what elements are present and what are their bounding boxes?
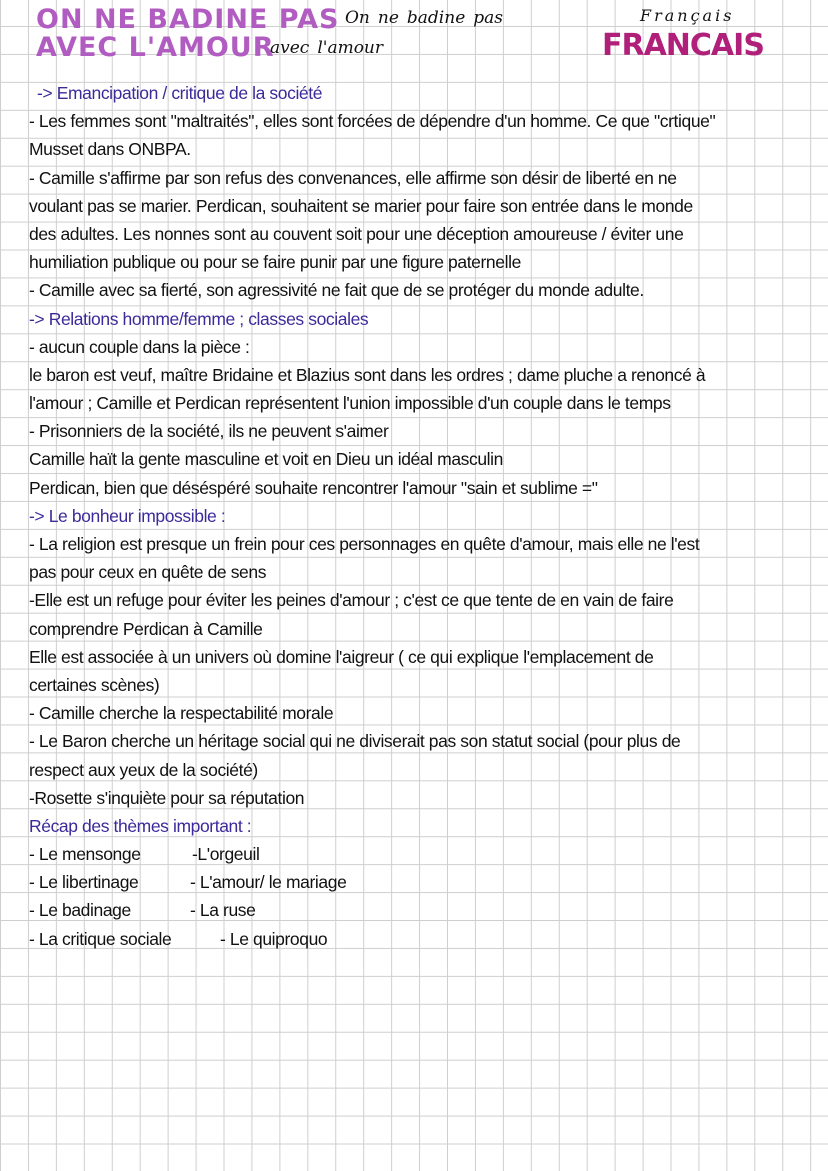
title-script-word: l'amour xyxy=(317,38,384,58)
recap-theme: - Le badinage xyxy=(29,900,131,921)
notes-body xyxy=(29,79,819,953)
title-script-word: On xyxy=(345,8,370,28)
note-line: - aucun couple dans la pièce : xyxy=(29,336,250,357)
recap-theme: - Le quiproquo xyxy=(220,928,328,949)
title-line-1: ON NE BADINE PAS xyxy=(36,4,340,35)
recap-theme: -L'orgeuil xyxy=(192,844,260,865)
recap-row xyxy=(29,868,819,896)
note-line: comprendre Perdican à Camille xyxy=(29,618,263,639)
note-line: le baron est veuf, maître Bridaine et Blazius sont dans les ordres ; dame pluche a renoncé à xyxy=(29,364,706,385)
note-line: -Rosette s'inquiète pour sa réputation xyxy=(29,787,305,808)
note-line: - Camille s'affirme par son refus des convenances, elle affirme son désir de liberté en ne xyxy=(29,167,677,188)
note-line: voulant pas se marier. Perdican, souhaitent se marier pour faire son entrée dans le monde xyxy=(29,195,693,216)
note-line: - Le Baron cherche un héritage social qui ne diviserait pas son statut social (pour plus de xyxy=(29,731,681,752)
recap-theme: - La ruse xyxy=(190,900,256,921)
note-line: Perdican, bien que déséspéré souhaite rencontrer l'amour "sain et sublime =" xyxy=(29,477,598,498)
note-line: - Les femmes sont "maltraités", elles sont forcées de dépendre d'un homme. Ce que "crtique" xyxy=(29,111,716,132)
note-line: respect aux yeux de la société) xyxy=(29,759,258,780)
note-line: Musset dans ONBPA. xyxy=(29,139,191,160)
section-heading: -> Relations homme/femme ; classes sociales xyxy=(29,308,369,329)
section-heading: Récap des thèmes important : xyxy=(29,815,252,836)
title-script-word: ne xyxy=(377,8,399,28)
section-heading: -> Le bonheur impossible : xyxy=(29,505,226,526)
title-script-word: badine xyxy=(406,8,466,28)
note-line: Camille haït la gente masculine et voit en Dieu un idéal masculin xyxy=(29,449,503,470)
recap-theme: - Le libertinage xyxy=(29,872,139,893)
note-line: certaines scènes) xyxy=(29,674,160,695)
recap-row xyxy=(29,896,819,924)
title-script-line-2 xyxy=(270,38,391,58)
subject-label: FRANCAIS xyxy=(602,28,764,63)
note-line: des adultes. Les nonnes sont au couvent soit pour une déception amoureuse / éviter une xyxy=(29,223,684,244)
title-script-word: pas xyxy=(473,8,504,28)
note-line: - Camille avec sa fierté, son agressivité ne fait que de se protéger du monde adulte. xyxy=(29,280,644,301)
section-heading: -> Emancipation / critique de la société xyxy=(37,83,323,103)
title-script-word: avec xyxy=(270,38,310,58)
note-line: - Prisonniers de la société, ils ne peuvent s'aimer xyxy=(29,421,389,442)
recap-row xyxy=(29,925,819,953)
note-line: -Elle est un refuge pour éviter les peines d'amour ; c'est ce que tente de en vain de faire xyxy=(29,590,674,611)
note-line: l'amour ; Camille et Perdican représentent l'union impossible d'un couple dans le temps xyxy=(29,393,671,414)
note-line: - Camille cherche la respectabilité morale xyxy=(29,703,334,724)
note-line: humiliation publique ou pour se faire punir par une figure paternelle xyxy=(29,252,521,273)
recap-row xyxy=(29,840,819,868)
title-line-2: AVEC L'AMOUR xyxy=(36,32,275,63)
note-line: Elle est associée à un univers où domine l'aigreur ( ce qui explique l'emplacement de xyxy=(29,646,654,667)
note-line: - La religion est presque un frein pour ces personnages en quête d'amour, mais elle ne l'est xyxy=(29,534,700,554)
note-line: pas pour ceux en quête de sens xyxy=(29,562,267,583)
recap-theme: - Le mensonge xyxy=(29,844,141,865)
subject-script: Français xyxy=(640,6,735,25)
recap-theme: - La critique sociale xyxy=(29,928,172,949)
title-script-line-1 xyxy=(345,8,511,28)
recap-theme: - L'amour/ le mariage xyxy=(190,872,347,893)
